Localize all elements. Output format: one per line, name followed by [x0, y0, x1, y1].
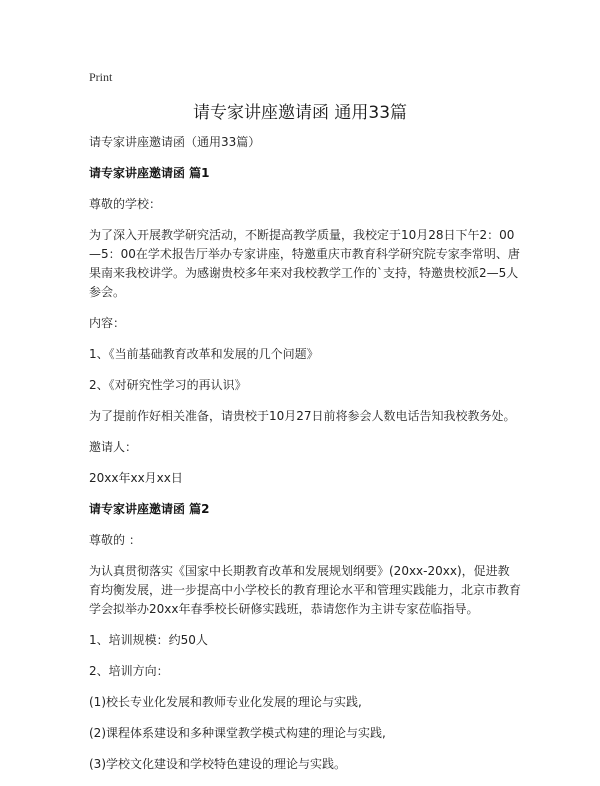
salutation: 尊敬的 ：	[89, 533, 141, 547]
list-item: (1)校长专业化发展和教师专业化发展的理论与实践,	[89, 695, 362, 709]
list-item: 2、《对研究性学习的再认识》	[89, 378, 247, 392]
section-heading-2: 请专家讲座邀请函 篇2	[89, 502, 210, 516]
list-item: (2)课程体系建设和多种课堂教学模式构建的理论与实践,	[89, 726, 386, 740]
paragraph: 内容：	[89, 316, 126, 330]
section-heading-1: 请专家讲座邀请函 篇1	[89, 166, 210, 180]
list-item: (3)学校文化建设和学校特色建设的理论与实践。	[89, 757, 346, 771]
document-subtitle: 请专家讲座邀请函（通用33篇）	[89, 135, 261, 149]
print-link[interactable]: Print	[89, 70, 113, 84]
inviter-label: 邀请人：	[89, 440, 138, 454]
document-body	[89, 133, 521, 786]
paragraph: 为认真贯彻落实《国家中长期教育改革和发展规划纲要》(20xx-20xx)，促进教育均衡发展，进一步提高中小学校长的教育理论水平和管理实践能力，北京市教育学会拟举办20xx年春季校长研修实践班，恭请您作为主讲专家莅临指导。	[89, 564, 522, 616]
list-item: 1、培训规模：约50人	[89, 633, 208, 647]
salutation: 尊敬的学校：	[89, 197, 162, 211]
page-title: 请专家讲座邀请函 通用33篇	[192, 103, 408, 123]
date-text: 20xx年xx月xx日	[89, 471, 183, 485]
list-item: 2、培训方向：	[89, 664, 169, 678]
paragraph: 为了提前作好相关准备，请贵校于10月27日前将参会人数电话告知我校教务处。	[89, 409, 516, 423]
paragraph: 为了深入开展教学研究活动，不断提高教学质量，我校定于10月28日下午2：00—5：00在学术报告厅举办专家讲座，特邀重庆市教育科学研究院专家李常明、唐果南来我校讲学。为感谢贵校多年来对我校教学工作的`支持，特邀贵校派2—5人参会。	[89, 228, 520, 299]
list-item: 1、《当前基础教育改革和发展的几个问题》	[89, 347, 319, 361]
